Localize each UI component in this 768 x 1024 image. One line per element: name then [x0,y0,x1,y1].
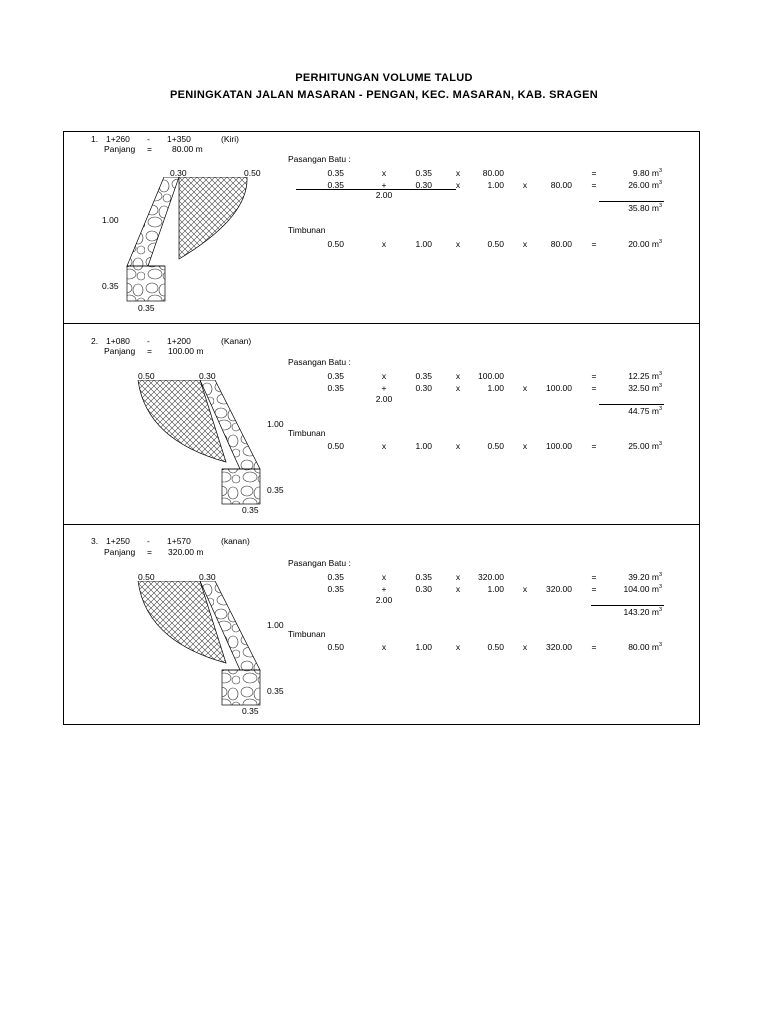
row3-d: 80.00 [550,239,572,249]
station-to: 1+200 [167,336,191,346]
row2-d: 320.00 [546,584,572,594]
row2-eq: = [591,584,597,594]
stone-wall [127,177,179,266]
row2-op3: x [522,383,528,393]
row1-op2: x [455,371,461,381]
stone-footing [127,266,165,301]
panjang-eq: = [147,346,152,356]
row1-c: 80.00 [482,168,504,178]
row1-op2: x [455,168,461,178]
row3-op2: x [455,441,461,451]
dim-height: 1.00 [102,215,119,225]
timbunan-label: Timbunan [288,629,326,639]
row2-c: 1.00 [487,383,504,393]
row1-eq: = [591,572,597,582]
section-number: 2. [91,336,99,346]
row2-op1: + [381,180,387,190]
row3-a: 0.50 [327,239,344,249]
dim-base-height: 0.35 [102,281,119,291]
row3-result: 25.00 $m^3$ [628,441,662,451]
row1-op1: x [381,168,387,178]
dim-base-height: 0.35 [267,686,284,696]
subtotal: 143.20 $m^3$ [623,607,662,617]
row2-op2: x [455,180,461,190]
section-3 [64,524,699,726]
row2-op3: x [522,180,528,190]
dim-height: 1.00 [267,419,284,429]
side-label: (Kanan) [221,336,252,346]
stone-footing [222,469,260,504]
row3-d: 320.00 [546,642,572,652]
row3-op2: x [455,642,461,652]
row2-op1: + [381,584,387,594]
row3-op1: x [381,642,387,652]
side-label: (Kiri) [221,134,239,144]
row3-op2: x [455,239,461,249]
row2-divisor: 2.00 [375,595,393,605]
row3-a: 0.50 [327,642,344,652]
row2-op2: x [455,383,461,393]
row3-result: 20.00 $m^3$ [628,239,662,249]
panjang-label: Panjang [104,346,136,356]
row2-eq: = [591,180,597,190]
row2-b: 0.30 [415,180,432,190]
side-label: (kanan) [221,536,250,546]
pasangan-batu-label: Pasangan Batu : [288,154,351,164]
section-1 [64,132,699,333]
row2-eq: = [591,383,597,393]
dim-top-left: 0.50 [138,572,155,582]
subtotal: 35.80 $m^3$ [628,203,662,213]
document-subtitle: PENINGKATAN JALAN MASARAN - PENGAN, KEC. MASARAN, KAB. SRAGEN [170,89,598,101]
dim-top-left: 0.50 [138,371,155,381]
row1-op2: x [455,572,461,582]
row2-op1: + [381,383,387,393]
section-number: 3. [91,536,99,546]
row3-c: 0.50 [487,642,504,652]
row2-op2: x [455,584,461,594]
row2-op3: x [522,584,528,594]
station-dash: - [147,134,150,144]
panjang-value: 100.00 m [168,346,204,356]
panjang-eq: = [147,144,152,154]
row2-b: 0.30 [415,383,432,393]
row2-result: 32.50 $m^3$ [628,383,662,393]
row3-b: 1.00 [415,239,432,249]
station-from: 1+260 [106,134,130,144]
row3-a: 0.50 [327,441,344,451]
dim-base-height: 0.35 [267,485,284,495]
row3-op3: x [522,441,528,451]
station-to: 1+570 [167,536,191,546]
row2-a: 0.35 [327,584,344,594]
row1-c: 100.00 [478,371,504,381]
row1-b: 0.35 [415,371,432,381]
row1-b: 0.35 [415,168,432,178]
row2-b: 0.30 [415,584,432,594]
dim-top-right: 0.30 [199,371,216,381]
dim-base-width: 0.35 [138,303,155,313]
station-to: 1+350 [167,134,191,144]
row1-eq: = [591,168,597,178]
row2-d: 100.00 [546,383,572,393]
station-dash: - [147,336,150,346]
row2-divisor: 2.00 [375,190,393,200]
row3-c: 0.50 [487,239,504,249]
subtotal-line [591,605,664,606]
panjang-label: Panjang [104,547,136,557]
row1-c: 320.00 [478,572,504,582]
row3-op3: x [522,642,528,652]
section-2 [64,323,699,525]
row2-result: 104.00 $m^3$ [623,584,662,594]
row2-a: 0.35 [327,383,344,393]
row2-c: 1.00 [487,584,504,594]
row3-op1: x [381,239,387,249]
row3-b: 1.00 [415,642,432,652]
subtotal-line [599,201,664,202]
row3-eq: = [591,239,597,249]
timbunan-label: Timbunan [288,225,326,235]
row1-b: 0.35 [415,572,432,582]
row3-op3: x [522,239,528,249]
row3-d: 100.00 [546,441,572,451]
row3-result: 80.00 $m^3$ [628,642,662,652]
row2-result: 26.00 $m^3$ [628,180,662,190]
row2-divisor: 2.00 [375,394,393,404]
dim-top-left: 0.30 [170,168,187,178]
calculation-sheet [63,131,700,725]
stone-footing [222,670,260,705]
document-title: PERHITUNGAN VOLUME TALUD [295,72,473,84]
talud-cross-section-figure [119,177,259,305]
dim-base-width: 0.35 [242,706,259,716]
row3-b: 1.00 [415,441,432,451]
row1-op1: x [381,371,387,381]
panjang-label: Panjang [104,144,136,154]
row3-c: 0.50 [487,441,504,451]
timbunan-label: Timbunan [288,428,326,438]
row1-eq: = [591,371,597,381]
dim-top-right: 0.50 [244,168,261,178]
row1-result: 12.25 $m^3$ [628,371,662,381]
pasangan-batu-label: Pasangan Batu : [288,357,351,367]
row1-op1: x [381,572,387,582]
talud-cross-section-figure [136,581,276,709]
subtotal-line [599,404,664,405]
panjang-value: 80.00 m [172,144,203,154]
subtotal: 44.75 $m^3$ [628,406,662,416]
row1-a: 0.35 [327,168,344,178]
fill-soil-hatch [179,177,247,259]
row2-c: 1.00 [487,180,504,190]
talud-cross-section-figure [136,380,276,508]
row1-a: 0.35 [327,572,344,582]
row1-a: 0.35 [327,371,344,381]
station-from: 1+080 [106,336,130,346]
pasangan-batu-label: Pasangan Batu : [288,558,351,568]
row2-a: 0.35 [327,180,344,190]
dim-base-width: 0.35 [242,505,259,515]
row3-eq: = [591,642,597,652]
panjang-eq: = [147,547,152,557]
row3-op1: x [381,441,387,451]
station-from: 1+250 [106,536,130,546]
dim-height: 1.00 [267,620,284,630]
panjang-value: 320.00 m [168,547,204,557]
row2-d: 80.00 [550,180,572,190]
row1-result: 39.20 $m^3$ [628,572,662,582]
section-number: 1. [91,134,99,144]
row1-result: 9.80 $m^3$ [632,168,662,178]
row3-eq: = [591,441,597,451]
dim-top-right: 0.30 [199,572,216,582]
station-dash: - [147,536,150,546]
